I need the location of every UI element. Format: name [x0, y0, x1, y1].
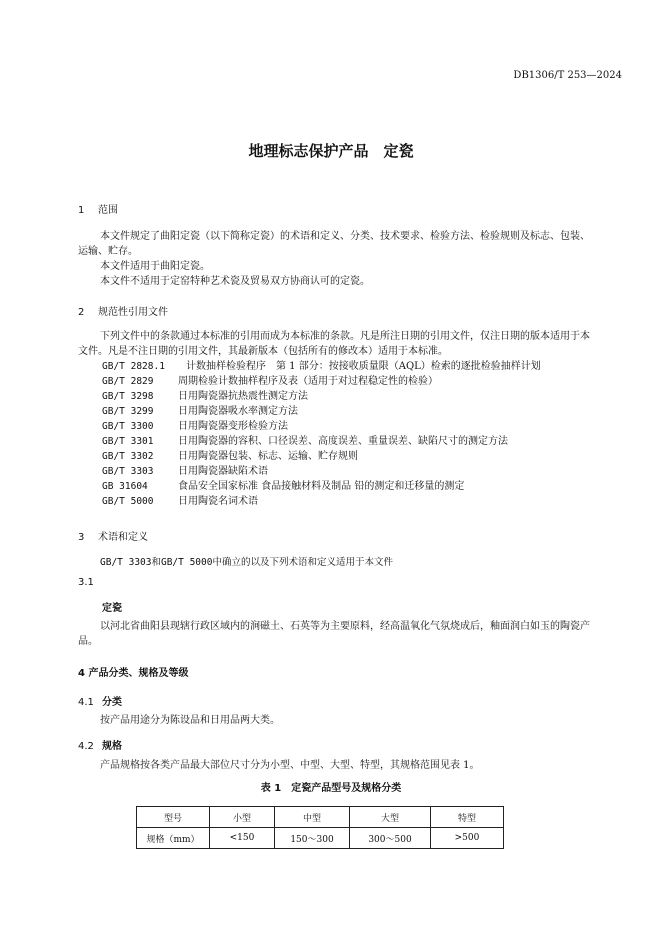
section-1-paragraph-3: 本文件不适用于定窑特种艺术瓷及贸易双方协商认可的定瓷。 [100, 276, 370, 287]
term-name: 定瓷 [102, 603, 122, 614]
subsection-title: 规格 [102, 741, 122, 752]
reference-title: 计数抽样检验程序 第 1 部分：按接收质量限（AQL）检索的逐批检验抽样计划 [186, 361, 541, 372]
reference-title: 日用陶瓷器的容积、口径误差、高度误差、重量误差、缺陷尺寸的测定方法 [178, 436, 508, 447]
subsection-4-1-text: 按产品用途分为陈设品和日用品两大类。 [100, 715, 280, 726]
section-number: 2 [78, 307, 85, 318]
section-1-heading [78, 201, 118, 216]
table-row [137, 828, 504, 849]
table-cell: <150 [210, 828, 275, 849]
section-2-intro: 下列文件中的条款通过本标准的引用而成为本标准的条款。凡是所注日期的引用文件，仅注日期的版本适用于本文件。凡是不注日期的引用文件，其最新版本（包括所有的修改本）适用于本标准。 [78, 331, 590, 357]
subsection-4-2-heading [78, 737, 122, 752]
section-number: 4 [78, 668, 85, 679]
section-title: 范围 [98, 205, 118, 216]
reference-title: 日用陶瓷名词术语 [178, 496, 258, 507]
term-definition: 以河北省曲阳县现辖行政区域内的涧磁土、石英等为主要原料，经高温氧化气氛烧成后，釉面润白如玉的陶瓷产品。 [78, 621, 590, 647]
reference-code: GB/T 2828.1 [102, 361, 165, 372]
section-1-paragraph-2: 本文件适用于曲阳定瓷。 [100, 261, 210, 272]
section-1-paragraph-1: 本文件规定了曲阳定瓷（以下简称定瓷）的术语和定义、分类、技术要求、检验方法、检验规则及标志、包装、运输、贮存。 [78, 231, 590, 257]
reference-item [102, 494, 541, 509]
reference-title: 周期检验计数抽样程序及表（适用于对过程稳定性的检验） [178, 376, 438, 387]
reference-item [102, 374, 541, 389]
reference-code: GB/T 5000 [102, 496, 154, 507]
reference-title: 日用陶瓷器缺陷术语 [178, 466, 268, 477]
table-header-cell: 型号 [137, 807, 210, 828]
reference-code: GB/T 3301 [102, 436, 154, 447]
reference-item [102, 389, 541, 404]
term-number: 3.1 [78, 577, 94, 588]
document-title: 地理标志保护产品 定瓷 [248, 142, 414, 160]
reference-item [102, 359, 541, 374]
reference-title: 日用陶瓷器变形检验方法 [178, 421, 288, 432]
section-title: 规范性引用文件 [98, 307, 168, 318]
table-header-cell: 中型 [275, 807, 350, 828]
reference-code: GB/T 3302 [102, 451, 154, 462]
reference-title: 食品安全国家标准 食品接触材料及制品 铅的测定和迁移量的测定 [178, 481, 465, 492]
section-3-intro: GB/T 3303和GB/T 5000中确立的以及下列术语和定义适用于本文件 [100, 557, 393, 568]
table-caption: 表 1 定瓷产品型号及规格分类 [260, 783, 402, 794]
reference-code: GB/T 2829 [102, 376, 154, 387]
reference-list [102, 359, 541, 509]
table-cell: 300～500 [350, 828, 431, 849]
subsection-number: 4.2 [78, 741, 94, 752]
subsection-4-1-heading [78, 693, 122, 708]
reference-title: 日用陶瓷器吸水率测定方法 [178, 406, 298, 417]
section-number: 1 [78, 205, 85, 216]
table-header-cell: 小型 [210, 807, 275, 828]
section-title: 产品分类、规格及等级 [88, 668, 189, 679]
reference-item [102, 404, 541, 419]
reference-item [102, 419, 541, 434]
section-title: 术语和定义 [98, 532, 148, 543]
subsection-number: 4.1 [78, 697, 94, 708]
subsection-4-2-text: 产品规格按各类产品最大部位尺寸分为小型、中型、大型、特型，其规格范围见表 1。 [100, 760, 480, 771]
reference-code: GB/T 3298 [102, 391, 154, 402]
section-3-heading [78, 528, 148, 543]
reference-code: GB/T 3299 [102, 406, 154, 417]
section-4-heading [78, 664, 188, 679]
subsection-title: 分类 [102, 697, 122, 708]
reference-item [102, 464, 541, 479]
spec-table [136, 806, 504, 849]
table-header-row [137, 807, 504, 828]
reference-title: 日用陶瓷器抗热震性测定方法 [178, 391, 308, 402]
table-header-cell: 特型 [431, 807, 504, 828]
reference-code: GB 31604 [102, 481, 148, 492]
table-cell: >500 [431, 828, 504, 849]
reference-title: 日用陶瓷器包装、标志、运输、贮存规则 [178, 451, 358, 462]
document-code: DB1306/T 253—2024 [513, 70, 622, 81]
table-cell: 规格（mm） [137, 828, 210, 849]
table-cell: 150～300 [275, 828, 350, 849]
section-2-heading [78, 303, 168, 318]
reference-item [102, 449, 541, 464]
reference-item [102, 434, 541, 449]
reference-item [102, 479, 541, 494]
reference-code: GB/T 3303 [102, 466, 154, 477]
table-header-cell: 大型 [350, 807, 431, 828]
reference-code: GB/T 3300 [102, 421, 154, 432]
section-number: 3 [78, 532, 85, 543]
